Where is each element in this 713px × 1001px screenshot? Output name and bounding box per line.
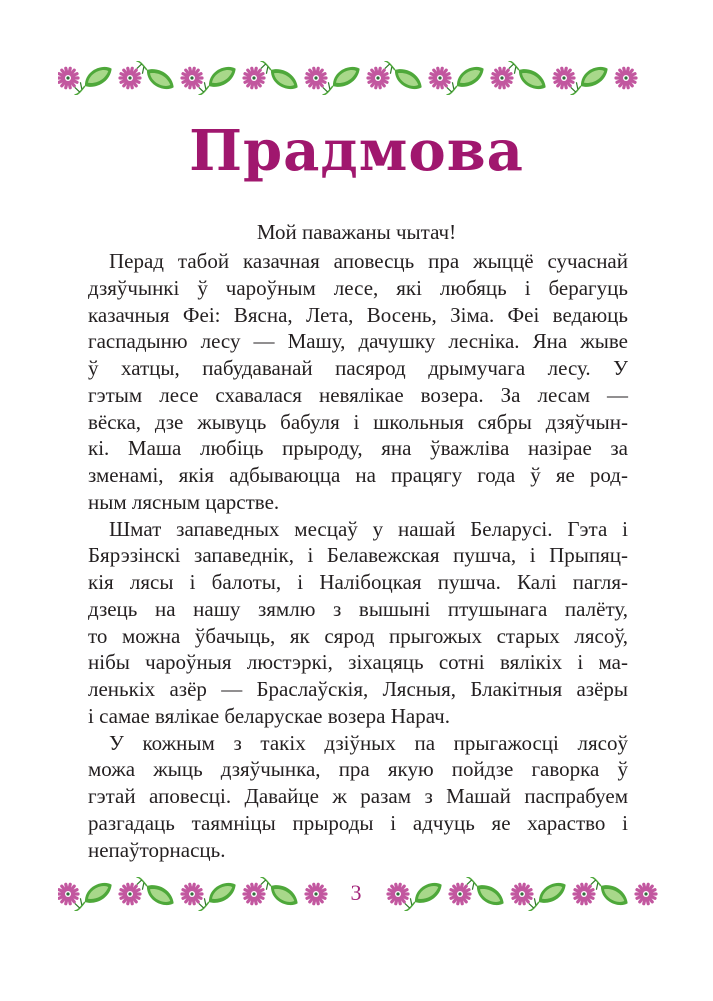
flower-icon [450,884,470,903]
page-number: 3 [350,880,362,905]
text-line: ў хатцы, пабудаванай пасярод дрымучага лесу. У [88,356,628,380]
flower-icon [306,68,326,87]
flower-icon [492,68,512,87]
text-line: непаўторнасць. [88,837,226,862]
page-title: Прадмова [189,118,524,184]
flower-icon [616,68,636,87]
text-line: зменамі, якія адбываюцца на працягу года ў яе род- [88,463,628,487]
text-line: вёска, дзе жывуць бабуля і школьныя сябры дзяўчын- [88,409,628,434]
flower-icon [244,68,264,87]
text-line: Шмат запаведных месцаў у нашай Беларусі. Гэта і [109,516,628,541]
text-line: Бярэзінскі запаведнік, і Белавежская пушча, і Прыпяц- [88,543,628,568]
flower-icon [120,884,140,903]
text-line: нібы чароўныя люстэркі, зіхацяць сотні вялікіх і ма- [88,650,628,675]
flower-icon [430,68,450,87]
text-line: і самае вялікае беларускае возера Нарач. [88,703,450,728]
text-line: можа жыць дзяўчынка, пра якую пойдзе гаворка ў [88,757,628,782]
flower-icon [58,884,78,903]
text-line: дзець на нашу зямлю з вышыні птушынага палёту, [88,596,628,621]
flower-icon [554,68,574,87]
text-line: гэтым лесе схавалася невялікае возера. За лесам — [88,382,628,407]
preface-text [88,248,628,863]
flower-icon [512,884,532,903]
flower-icon [388,884,408,903]
flower-icon [574,884,594,903]
text-line: гэтай аповесці. Давайце ж разам з Машай паспрабуем [88,784,628,808]
flower-icon [58,68,78,87]
text-line: У кожным з такіх дзіўных па прыгажосці лясоў [109,730,628,755]
text-line: Перад табой казачная аповесць пра жыццё сучаснай [109,249,628,273]
text-line: кі. Маша любіць прыроду, яна ўважліва назірае за [88,436,628,461]
text-line: гаспадыню лесу — Машу, дачушку лесніка. Яна жыве [88,329,628,354]
text-line: то можна ўбачыць, як сярод прыгожых старых лясоў, [88,623,628,648]
flower-icon [182,68,202,87]
text-line: кія лясы і балоты, і Налібоцкая пушча. Калі пагля- [88,570,628,594]
floral-ornament-top [58,61,658,95]
flower-icon [120,68,140,87]
text-line: дзяўчынкі ў чароўным лесе, які любяць і берагуць [88,275,628,300]
flower-icon [306,884,326,903]
flower-icon [182,884,202,903]
text-line: ным лясным царстве. [88,489,280,514]
text-line: казачныя Феі: Вясна, Лета, Восень, Зіма. Феі ведаюць [88,302,628,327]
flower-icon [368,68,388,87]
greeting: Мой паважаны чытач! [256,220,457,244]
text-line: разгадаць таямніцы прыроды і адчуць яе хараство і [88,810,628,835]
text-line: ленькіх азёр — Браслаўскія, Лясныя, Блакітныя азёры [88,677,628,701]
flower-icon [636,884,656,903]
flower-icon [244,884,264,903]
